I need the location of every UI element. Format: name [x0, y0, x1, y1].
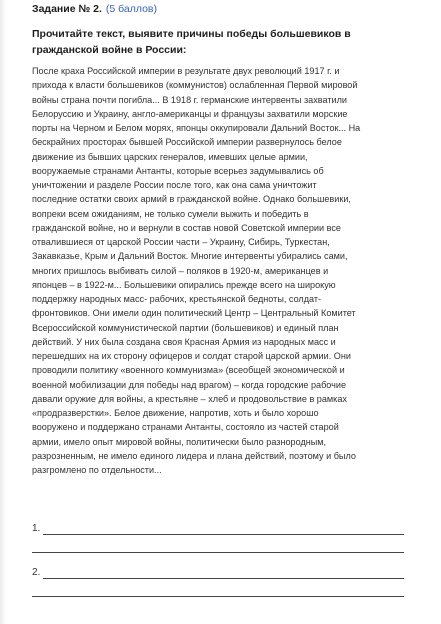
passage-line: Всероссийской коммунистической партии (большевиков) и единый план: [32, 322, 339, 333]
task-label: Задание № 2.: [32, 3, 102, 15]
passage-line: После краха Российской империи в результате двух революций 1917 г. и: [32, 66, 340, 76]
answer-item: [32, 523, 404, 567]
passage-line: японцев – в 1922-м... Большевики опирались прежде всего на широкую: [32, 279, 336, 290]
passage-line: отвалившиеся от царской России части – Украину, Сибирь, Туркестан,: [32, 237, 330, 247]
reading-passage: [32, 64, 412, 477]
passage-line: поддержку народных масс- рабочих, крестьянской бедноты, солдат-: [32, 294, 322, 304]
page-edge-shadow: [0, 0, 6, 624]
passage-line: порты на Черном и Белом морях, японцы оккупировали Дальний Восток... На: [32, 123, 361, 133]
passage-line: давали оружие для войны, а крестьяне – хлеб и продовольствие в рамках: [32, 393, 347, 404]
passage-line: Закавказье, Крым и Дальний Восток. Многие интервенты убирались сами,: [32, 251, 348, 262]
passage-line: уничтожении и разделе России после того, как она сама уничтожит: [32, 180, 317, 190]
passage-line: военной мобилизации для победы над врагом) – когда городские рабочие: [32, 379, 347, 390]
answer-number: 1.: [32, 523, 41, 534]
passage-line: прихода к власти большевиков (коммунистов) ослабленная Первой мировой: [32, 80, 358, 91]
task-header: [32, 3, 157, 15]
passage-line: перешедших на их сторону офицеров и солдат старой царской армии. Они: [32, 351, 351, 361]
passage-line: движение из бывших царских генералов, имевших целые армии,: [32, 151, 308, 162]
answer-blank-line[interactable]: [43, 534, 404, 535]
passage-line: многих пришлось выбивать силой – поляков в 1920-м, американцев и: [32, 265, 329, 276]
passage-line: вопреки всем ожиданиям, не только сумели выжить и победить в: [32, 208, 309, 219]
passage-line: Белоруссию и Украину, англо-американцы и французы захватили морские: [32, 108, 348, 119]
passage-line: вооружено и поддержано странами Антанты, состояло из частей старой: [32, 422, 339, 433]
task-points: (5 баллов): [105, 3, 158, 15]
answer-blank-line[interactable]: [32, 552, 404, 553]
passage-line: вооружаемые странами Антанты, которые всерьез задумывались об: [32, 165, 324, 176]
passage-line: действий. У них была создана своя Красная Армия из народных масс и: [32, 336, 336, 347]
passage-line: бескрайних просторах бывшей Российской империи развернулось белое: [32, 137, 342, 148]
passage-line: войны страна почти погибла... В 1918 г. германские интервенты захватили: [32, 94, 347, 105]
passage-line: последние остатки своих армий в гражданской войне. Однако большевики,: [32, 194, 351, 205]
answer-section: [32, 523, 404, 611]
passage-line: проводили политику «военного коммунизма» (всеобщей экономической и: [32, 365, 345, 376]
passage-line: разгромлено по отдельности...: [32, 465, 162, 475]
answer-blank-line[interactable]: [32, 596, 404, 597]
passage-line: «продразверстки». Белое движение, напротив, хоть и было хорошо: [32, 408, 319, 418]
answer-number: 2.: [32, 567, 41, 578]
passage-line: армии, имело опыт мировой войны, политически было разнородным,: [32, 436, 327, 447]
passage-line: гражданской войне, но и вернули в состав новой Советской империи все: [32, 222, 341, 233]
answer-item: [32, 567, 404, 611]
passage-line: фронтовиков. Они имели один политический Центр – Центральный Комитет: [32, 308, 356, 319]
answer-blank-line[interactable]: [43, 578, 404, 579]
task-instruction: Прочитайте текст, выявите причины победы большевиков в гражданской войне в России:: [32, 28, 351, 56]
passage-line: разрозненным, не имело единого лидера и плана действий, поэтому и было: [32, 450, 356, 461]
